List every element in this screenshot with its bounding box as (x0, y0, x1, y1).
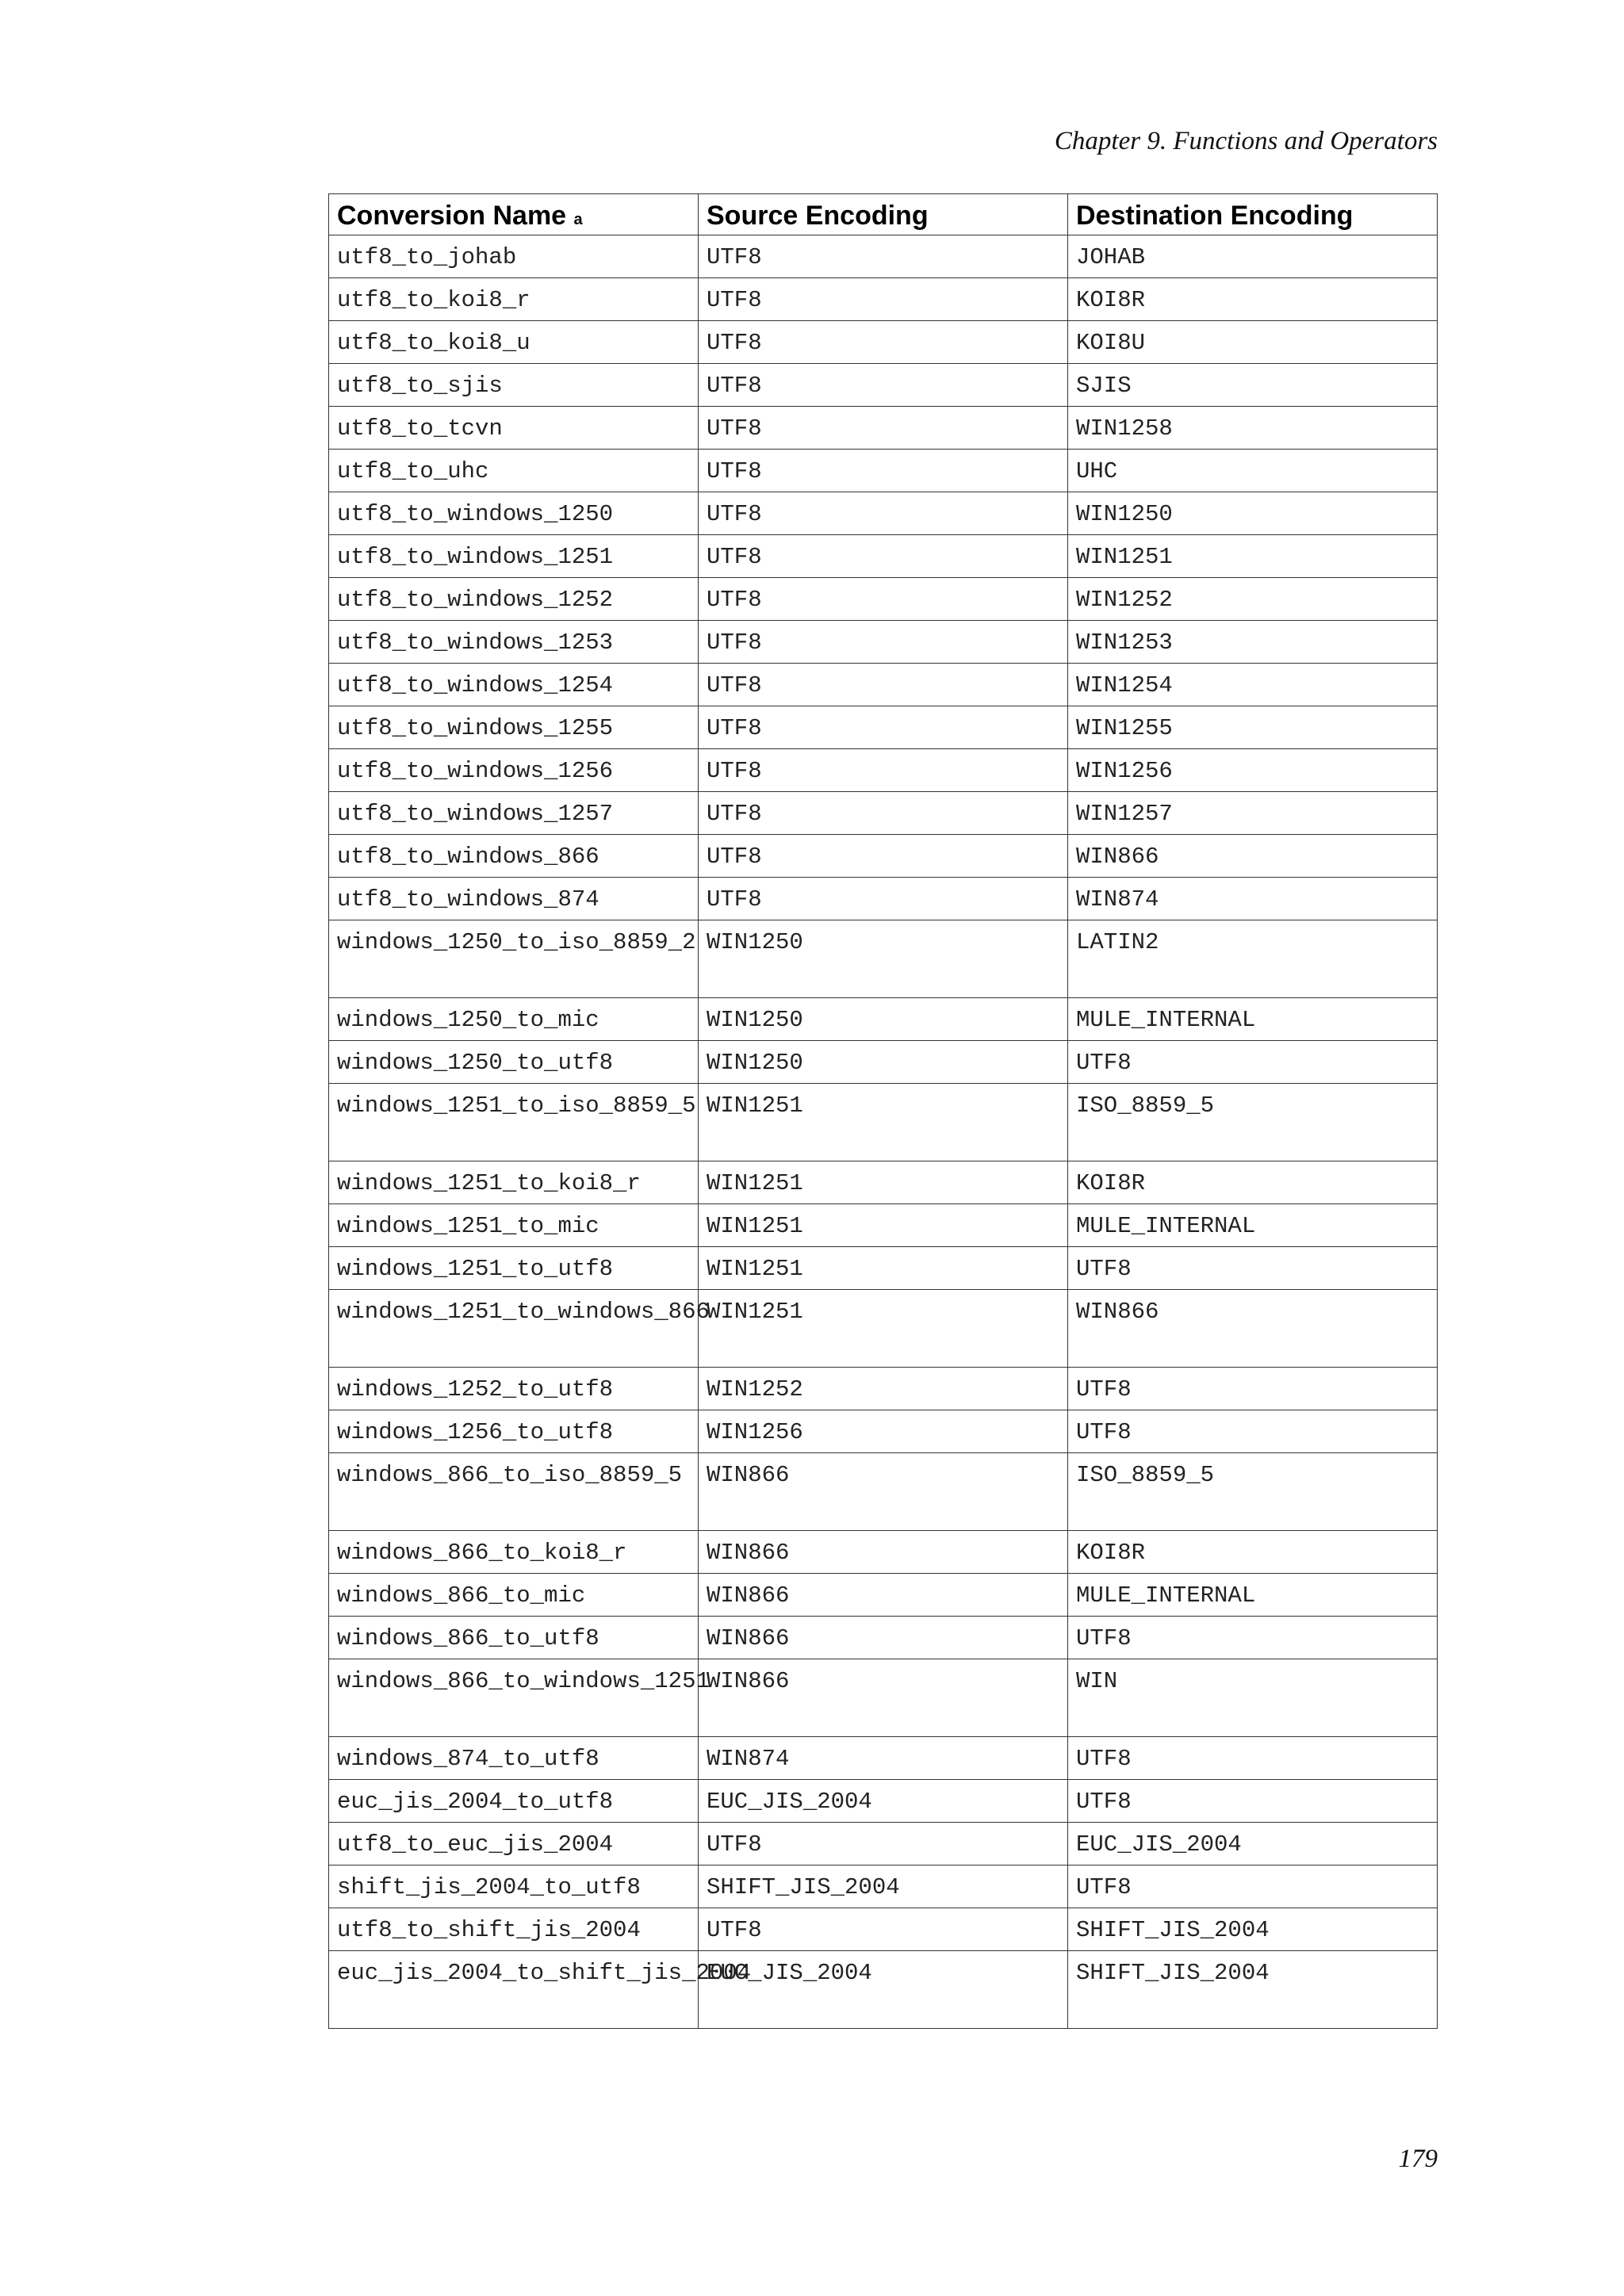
conversion-name-cell: utf8_to_koi8_u (329, 321, 699, 364)
source-encoding-cell: UTF8 (699, 878, 1068, 920)
conversion-name-cell: utf8_to_windows_866 (329, 835, 699, 878)
conversion-name-cell: utf8_to_windows_1255 (329, 706, 699, 749)
footnote-mark: a (573, 211, 583, 228)
destination-encoding-cell: SJIS (1068, 364, 1438, 407)
table-row (329, 1823, 1438, 1866)
conversion-name-cell: utf8_to_shift_jis_2004 (329, 1908, 699, 1951)
source-encoding-cell: WIN866 (699, 1617, 1068, 1659)
source-encoding-cell: UTF8 (699, 364, 1068, 407)
source-encoding-cell: WIN1250 (699, 998, 1068, 1041)
source-encoding-cell: WIN1251 (699, 1084, 1068, 1161)
conversion-table (328, 193, 1438, 2029)
source-encoding-cell: UTF8 (699, 1823, 1068, 1866)
destination-encoding-cell: KOI8R (1068, 1531, 1438, 1574)
table-row (329, 364, 1438, 407)
source-encoding-cell: UTF8 (699, 749, 1068, 792)
destination-encoding-cell: WIN874 (1068, 878, 1438, 920)
source-encoding-cell: UTF8 (699, 492, 1068, 535)
conversion-name-cell: utf8_to_sjis (329, 364, 699, 407)
table-row (329, 749, 1438, 792)
source-encoding-cell: WIN874 (699, 1737, 1068, 1780)
conversion-name-cell: utf8_to_windows_874 (329, 878, 699, 920)
destination-encoding-cell: WIN1251 (1068, 535, 1438, 578)
table-row (329, 1368, 1438, 1410)
conversion-name-cell: windows_1256_to_utf8 (329, 1410, 699, 1453)
conversion-name-cell: windows_866_to_koi8_r (329, 1531, 699, 1574)
table-row (329, 450, 1438, 492)
conversion-name-cell: windows_866_to_iso_8859_5 (329, 1453, 699, 1531)
source-encoding-cell: WIN866 (699, 1531, 1068, 1574)
conversion-name-cell: utf8_to_uhc (329, 450, 699, 492)
conversion-name-cell: euc_jis_2004_to_shift_jis_2004 (329, 1951, 699, 2029)
conversion-name-cell: windows_1251_to_utf8 (329, 1247, 699, 1290)
destination-encoding-cell: ISO_8859_5 (1068, 1084, 1438, 1161)
conversion-name-cell: utf8_to_windows_1252 (329, 578, 699, 621)
table-row (329, 1290, 1438, 1368)
table-row (329, 664, 1438, 706)
destination-encoding-cell: MULE_INTERNAL (1068, 1204, 1438, 1247)
destination-encoding-cell: ISO_8859_5 (1068, 1453, 1438, 1531)
destination-encoding-cell: EUC_JIS_2004 (1068, 1823, 1438, 1866)
destination-encoding-cell: UHC (1068, 450, 1438, 492)
table-row (329, 920, 1438, 998)
conversion-name-cell: windows_1251_to_koi8_r (329, 1161, 699, 1204)
table-header-row (329, 194, 1438, 235)
conversion-name-cell: utf8_to_windows_1253 (329, 621, 699, 664)
destination-encoding-cell: UTF8 (1068, 1737, 1438, 1780)
destination-encoding-cell: WIN1252 (1068, 578, 1438, 621)
destination-encoding-cell: KOI8U (1068, 321, 1438, 364)
table-row (329, 835, 1438, 878)
table-row (329, 706, 1438, 749)
destination-encoding-cell: WIN1256 (1068, 749, 1438, 792)
conversion-name-cell: utf8_to_euc_jis_2004 (329, 1823, 699, 1866)
table-row (329, 1617, 1438, 1659)
conversion-name-cell: euc_jis_2004_to_utf8 (329, 1780, 699, 1823)
destination-encoding-cell: WIN1257 (1068, 792, 1438, 835)
source-encoding-cell: UTF8 (699, 535, 1068, 578)
table-row (329, 792, 1438, 835)
table-row (329, 1908, 1438, 1951)
table-row (329, 235, 1438, 278)
source-encoding-cell: UTF8 (699, 664, 1068, 706)
destination-encoding-cell: MULE_INTERNAL (1068, 1574, 1438, 1617)
destination-encoding-cell: WIN1254 (1068, 664, 1438, 706)
table-row (329, 535, 1438, 578)
source-encoding-cell: UTF8 (699, 407, 1068, 450)
source-encoding-cell: UTF8 (699, 450, 1068, 492)
table-row (329, 1204, 1438, 1247)
destination-encoding-cell: LATIN2 (1068, 920, 1438, 998)
destination-encoding-cell: UTF8 (1068, 1368, 1438, 1410)
column-header-label: Conversion Name (337, 201, 567, 231)
source-encoding-cell: EUC_JIS_2004 (699, 1951, 1068, 2029)
table-row (329, 407, 1438, 450)
table-row (329, 321, 1438, 364)
source-encoding-cell: EUC_JIS_2004 (699, 1780, 1068, 1823)
source-encoding-cell: WIN866 (699, 1659, 1068, 1737)
table-row (329, 1574, 1438, 1617)
destination-encoding-cell: UTF8 (1068, 1410, 1438, 1453)
page-number: 179 (1398, 2145, 1438, 2173)
conversion-name-cell: windows_866_to_utf8 (329, 1617, 699, 1659)
conversion-name-cell: utf8_to_windows_1257 (329, 792, 699, 835)
table-row (329, 278, 1438, 321)
table-row (329, 578, 1438, 621)
table-row (329, 1453, 1438, 1531)
table-row (329, 878, 1438, 920)
column-header-destination-encoding: Destination Encoding (1068, 194, 1438, 235)
table-body (329, 235, 1438, 2029)
table-row (329, 998, 1438, 1041)
destination-encoding-cell: WIN866 (1068, 1290, 1438, 1368)
source-encoding-cell: UTF8 (699, 235, 1068, 278)
table-row (329, 1410, 1438, 1453)
destination-encoding-cell: SHIFT_JIS_2004 (1068, 1908, 1438, 1951)
conversion-name-cell: utf8_to_windows_1251 (329, 535, 699, 578)
table-row (329, 1161, 1438, 1204)
source-encoding-cell: WIN866 (699, 1574, 1068, 1617)
conversion-name-cell: utf8_to_tcvn (329, 407, 699, 450)
destination-encoding-cell: UTF8 (1068, 1866, 1438, 1908)
source-encoding-cell: SHIFT_JIS_2004 (699, 1866, 1068, 1908)
destination-encoding-cell: WIN1253 (1068, 621, 1438, 664)
destination-encoding-cell: SHIFT_JIS_2004 (1068, 1951, 1438, 2029)
conversion-name-cell: shift_jis_2004_to_utf8 (329, 1866, 699, 1908)
destination-encoding-cell: WIN1255 (1068, 706, 1438, 749)
source-encoding-cell: UTF8 (699, 321, 1068, 364)
source-encoding-cell: WIN1251 (699, 1247, 1068, 1290)
conversion-name-cell: windows_866_to_mic (329, 1574, 699, 1617)
conversion-name-cell: windows_874_to_utf8 (329, 1737, 699, 1780)
destination-encoding-cell: WIN1250 (1068, 492, 1438, 535)
column-header-conversion-name (329, 194, 699, 235)
conversion-name-cell: utf8_to_windows_1254 (329, 664, 699, 706)
chapter-header: Chapter 9. Functions and Operators (1054, 127, 1438, 155)
destination-encoding-cell: JOHAB (1068, 235, 1438, 278)
destination-encoding-cell: MULE_INTERNAL (1068, 998, 1438, 1041)
conversion-name-cell: windows_1251_to_mic (329, 1204, 699, 1247)
column-header-source-encoding: Source Encoding (699, 194, 1068, 235)
destination-encoding-cell: WIN1258 (1068, 407, 1438, 450)
source-encoding-cell: UTF8 (699, 706, 1068, 749)
table-row (329, 1659, 1438, 1737)
conversion-name-cell: windows_1251_to_iso_8859_5 (329, 1084, 699, 1161)
table-row (329, 1780, 1438, 1823)
conversion-name-cell: windows_866_to_windows_1251 (329, 1659, 699, 1737)
source-encoding-cell: UTF8 (699, 835, 1068, 878)
conversion-name-cell: utf8_to_windows_1256 (329, 749, 699, 792)
table-row (329, 1531, 1438, 1574)
table-row (329, 1041, 1438, 1084)
source-encoding-cell: WIN1250 (699, 1041, 1068, 1084)
table-row (329, 1737, 1438, 1780)
destination-encoding-cell: WIN866 (1068, 835, 1438, 878)
destination-encoding-cell: WIN (1068, 1659, 1438, 1737)
source-encoding-cell: UTF8 (699, 621, 1068, 664)
conversion-name-cell: windows_1250_to_mic (329, 998, 699, 1041)
table-row (329, 1866, 1438, 1908)
table-row (329, 621, 1438, 664)
source-encoding-cell: UTF8 (699, 278, 1068, 321)
destination-encoding-cell: KOI8R (1068, 278, 1438, 321)
table-row (329, 492, 1438, 535)
table-row (329, 1247, 1438, 1290)
source-encoding-cell: WIN1251 (699, 1204, 1068, 1247)
conversion-name-cell: windows_1251_to_windows_866 (329, 1290, 699, 1368)
source-encoding-cell: WIN1252 (699, 1368, 1068, 1410)
source-encoding-cell: UTF8 (699, 578, 1068, 621)
source-encoding-cell: WIN866 (699, 1453, 1068, 1531)
table-row (329, 1951, 1438, 2029)
conversion-name-cell: utf8_to_koi8_r (329, 278, 699, 321)
conversion-name-cell: utf8_to_johab (329, 235, 699, 278)
destination-encoding-cell: UTF8 (1068, 1041, 1438, 1084)
source-encoding-cell: WIN1251 (699, 1290, 1068, 1368)
conversion-name-cell: utf8_to_windows_1250 (329, 492, 699, 535)
source-encoding-cell: WIN1250 (699, 920, 1068, 998)
destination-encoding-cell: KOI8R (1068, 1161, 1438, 1204)
destination-encoding-cell: UTF8 (1068, 1247, 1438, 1290)
destination-encoding-cell: UTF8 (1068, 1780, 1438, 1823)
source-encoding-cell: UTF8 (699, 792, 1068, 835)
conversion-name-cell: windows_1250_to_utf8 (329, 1041, 699, 1084)
conversion-name-cell: windows_1250_to_iso_8859_2 (329, 920, 699, 998)
table-row (329, 1084, 1438, 1161)
destination-encoding-cell: UTF8 (1068, 1617, 1438, 1659)
source-encoding-cell: WIN1251 (699, 1161, 1068, 1204)
source-encoding-cell: WIN1256 (699, 1410, 1068, 1453)
conversion-name-cell: windows_1252_to_utf8 (329, 1368, 699, 1410)
source-encoding-cell: UTF8 (699, 1908, 1068, 1951)
